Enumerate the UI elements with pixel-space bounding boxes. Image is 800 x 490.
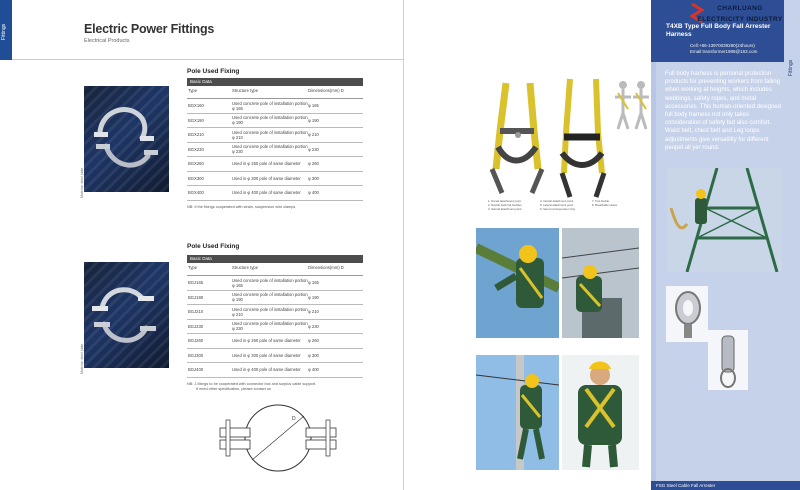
table-row: [187, 186, 363, 201]
header-type: Type: [188, 265, 198, 270]
drawing-label: D: [292, 416, 296, 422]
table-row: [187, 320, 363, 335]
bgx-photo-caption: Material: steel plate: [80, 167, 84, 198]
cell-dimension: φ 230: [308, 146, 319, 152]
table-row: [187, 128, 363, 143]
table-note: NB: J-fixings to be cooperated with connector box and surplus cable support.: [187, 381, 317, 386]
lanyard-hook-photo: [666, 286, 708, 342]
cell-type: BGJ190: [188, 294, 204, 300]
table-row: [187, 157, 363, 172]
cable-fall-arrester-photo: [708, 330, 748, 390]
bgj-photo-caption: Material: steel plate: [80, 343, 84, 374]
section-title-bgx: Pole Used Fixing: [187, 68, 240, 75]
table-row: [187, 305, 363, 320]
legend-column: [592, 200, 636, 211]
cell-type: BGX400: [188, 190, 204, 196]
cell-type: BGX230: [188, 146, 204, 152]
cell-type: BGX190: [188, 117, 204, 123]
cell-structure: Used concrete pole of installation portion φ 190: [232, 292, 308, 303]
cell-dimension: φ 210: [308, 132, 319, 138]
right-tab-label: Fittings: [788, 59, 794, 76]
cell-dimension: φ 260: [308, 338, 319, 344]
cell-dimension: φ 400: [308, 367, 319, 373]
tower-climbing-photo: [667, 168, 782, 272]
cell-type: BGJ230: [188, 323, 204, 329]
worker-portrait-photo: [562, 355, 639, 470]
cell-dimension: φ 190: [308, 117, 319, 123]
cell-dimension: φ 210: [308, 309, 319, 315]
cell-structure: Used in φ 300 pole of same diameter: [232, 175, 301, 181]
worker-substation-photo: [562, 228, 639, 338]
cell-type: BGX260: [188, 161, 204, 167]
contact-info: [690, 43, 757, 55]
section-title-bgj: Pole Used Fixing: [187, 243, 240, 250]
header-type: Type: [188, 88, 198, 93]
header-structure: Structure type: [232, 88, 259, 93]
cell-dimension: φ 230: [308, 323, 319, 329]
bgj-fixing-photo: [84, 262, 169, 368]
legend-item: 6. Semi-rod suspension ring: [540, 206, 575, 211]
cell-dimension: φ 260: [308, 161, 319, 167]
product-description: Full body harness is personal protection products for preventing workers from falling when working at heights, which includes webbings, safety ropes, and metal accessories. This human-oriented designed full body harness not only takes consideration of safety but also comfort. Waist belt, chest belt and Leg loops adjustments give versatility for different peopel all yer round.: [665, 71, 781, 151]
bgx-fixing-photo: [84, 86, 169, 192]
harness-parts-legend: [488, 200, 636, 211]
left-section-tab: [0, 0, 12, 60]
cell-type: BGJ300: [188, 352, 204, 358]
cell-structure: Used concrete pole of installation portion φ 210: [232, 306, 308, 317]
cell-structure: Used concrete pole of installation portion φ 165: [232, 277, 308, 288]
page-title: Electric Power Fittings: [84, 22, 215, 36]
cell-structure: Used concrete pole of installation portion φ 230: [232, 144, 308, 155]
table-row: [187, 172, 363, 187]
table-row: [187, 291, 363, 306]
table-row: [187, 143, 363, 158]
cell-structure: Used in φ 400 pole of same diameter: [232, 367, 301, 373]
cell-structure: Used in φ 400 pole of same diameter: [232, 190, 301, 196]
contact-email: Email:transformer1988@163.com: [690, 49, 758, 54]
cell-type: BGX210: [188, 132, 204, 138]
cell-type: BGJ260: [188, 338, 204, 344]
header-dimensions: Dimensions(mm) D: [308, 265, 344, 270]
legend-item: 7. Tool buckle: [592, 199, 610, 203]
cell-dimension: φ 300: [308, 175, 319, 181]
cell-dimension: φ 190: [308, 294, 319, 300]
cell-structure: Used concrete pole of installation portion φ 190: [232, 115, 308, 126]
cell-dimension: φ 165: [308, 103, 319, 109]
table-row: [187, 349, 363, 364]
table-row: [187, 276, 363, 291]
product-name: T4XB Type Full Body Fall Arrester Harness: [666, 23, 771, 38]
table-note: NB: It the fixings cooperated with strain, suspension wire clamps: [187, 204, 296, 209]
table-row: [187, 334, 363, 349]
legend-column: [540, 200, 584, 211]
right-section-tab: [784, 0, 800, 490]
cell-structure: Used concrete pole of installation portion φ 165: [232, 100, 308, 111]
legend-item: 5. Lateral attachment point: [540, 202, 574, 207]
cell-type: BGJ210: [188, 309, 204, 315]
cell-type: BGX160: [188, 103, 204, 109]
table-header: [187, 263, 363, 276]
cell-structure: Used in φ 260 pole of same diameter: [232, 161, 301, 167]
legend-item: 3. Sternal attachment point: [488, 206, 522, 211]
cell-dimension: φ 400: [308, 190, 319, 196]
bgj-spec-table: [187, 255, 363, 393]
legend-item: 4. Ventral attachment point: [540, 199, 574, 203]
table-header: [187, 86, 363, 99]
legend-item: 8. Breathable straps: [592, 202, 618, 207]
bottom-product-label: FSG Steel Cable Fall Arrester: [651, 481, 800, 490]
table-row: [187, 114, 363, 129]
cell-structure: Used in φ 260 pole of same diameter: [232, 338, 301, 344]
worker-pole-photo: [476, 355, 559, 470]
cell-type: BGJ400: [188, 367, 204, 373]
table-bar: Basic Data: [187, 255, 363, 263]
bgx-spec-table: [187, 78, 363, 210]
table-row: [187, 363, 363, 378]
header-structure: Structure type: [232, 265, 259, 270]
cell-type: BGJ165: [188, 280, 204, 286]
table-note-contact: If need other specification, please contact us: [196, 387, 271, 391]
legend-item: 1. Dorsal attachment point: [488, 199, 521, 203]
worker-climbing-photo: [476, 228, 559, 338]
cell-structure: Used concrete pole of installation portion φ 210: [232, 129, 308, 140]
header-dimensions: Dimensions(mm) D: [308, 88, 344, 93]
left-tab-label: Fittings: [1, 23, 7, 40]
clamp-technical-drawing: [208, 400, 348, 475]
cell-type: BGX300: [188, 175, 204, 181]
cell-dimension: φ 300: [308, 352, 319, 358]
legend-item: 2. Double back hat buckles: [488, 202, 522, 207]
cell-structure: Used concrete pole of installation portion φ 230: [232, 321, 308, 332]
legend-column: [488, 200, 532, 211]
brand-name: CHARLUANG ELECTRICITY INDUSTRY: [697, 5, 783, 23]
cell-dimension: φ 165: [308, 280, 319, 286]
header-divider: [12, 59, 403, 60]
table-row: [187, 99, 363, 114]
page-subtitle: Electrical Products: [84, 38, 130, 44]
cell-structure: Used in φ 300 pole of same diameter: [232, 352, 301, 358]
table-bar: Basic Data: [187, 78, 363, 86]
contact-phone: Cell:+86-13970039280(24hours): [690, 43, 755, 48]
